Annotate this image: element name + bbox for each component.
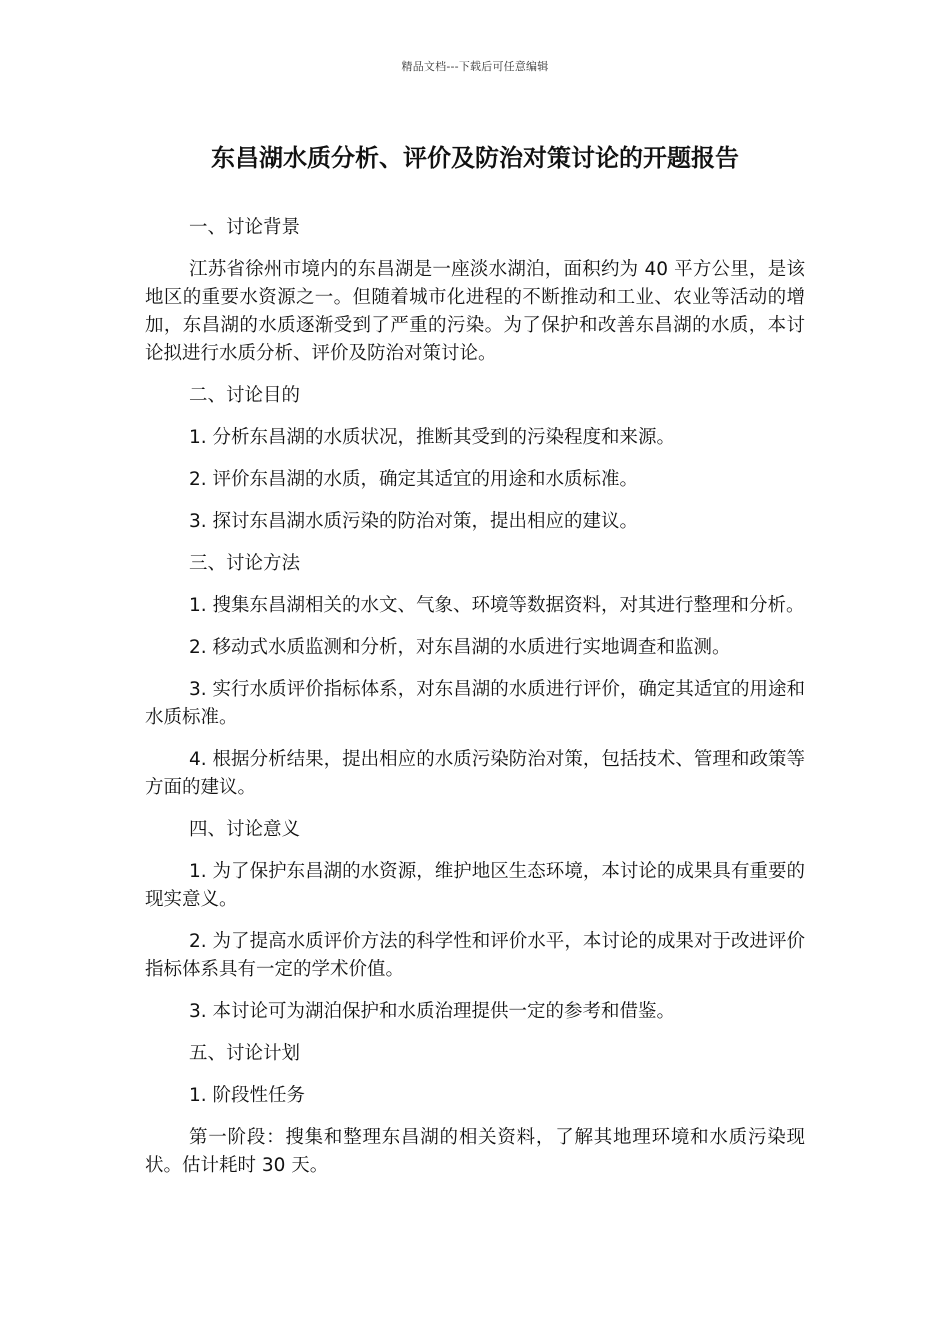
document-title: 东昌湖水质分析、评价及防治对策讨论的开题报告 xyxy=(211,144,739,172)
section-heading-plan: 五、讨论计划 xyxy=(189,1043,301,1064)
plan-item-1: 1. 阶段性任务 xyxy=(189,1085,306,1106)
paragraph-background: 江苏省徐州市境内的东昌湖是一座淡水湖泊，面积约为 40 平方公里，是该地区的重要水资源之一。但随着城市化进程的不断推动和工业、农业等活动的增加，东昌湖的水质逐渐受到了严重的污染。为了保护和改善东昌湖的水质，本讨论拟进行水质分析、评价及防治对策讨论。 xyxy=(145,259,805,364)
method-item-4: 4. 根据分析结果，提出相应的水质污染防治对策，包括技术、管理和政策等方面的建议。 xyxy=(145,749,805,798)
section-heading-significance: 四、讨论意义 xyxy=(189,819,301,840)
section-heading-methods: 三、讨论方法 xyxy=(189,553,301,574)
method-item-1: 1. 搜集东昌湖相关的水文、气象、环境等数据资料，对其进行整理和分析。 xyxy=(189,595,805,616)
document-body xyxy=(145,214,805,1194)
purpose-item-3: 3. 探讨东昌湖水质污染的防治对策，提出相应的建议。 xyxy=(189,511,639,532)
method-item-3: 3. 实行水质评价指标体系，对东昌湖的水质进行评价，确定其适宜的用途和水质标准。 xyxy=(145,679,805,728)
method-item-2: 2. 移动式水质监测和分析，对东昌湖的水质进行实地调查和监测。 xyxy=(189,637,731,658)
header-note: 精品文档---下载后可任意编辑 xyxy=(401,60,549,73)
purpose-item-1: 1. 分析东昌湖的水质状况，推断其受到的污染程度和来源。 xyxy=(189,427,676,448)
section-heading-purpose: 二、讨论目的 xyxy=(189,385,301,406)
plan-stage-1: 第一阶段：搜集和整理东昌湖的相关资料，了解其地理环境和水质污染现状。估计耗时 30 天。 xyxy=(145,1127,805,1176)
section-heading-background: 一、讨论背景 xyxy=(189,217,301,238)
significance-item-3: 3. 本讨论可为湖泊保护和水质治理提供一定的参考和借鉴。 xyxy=(189,1001,676,1022)
significance-item-1: 1. 为了保护东昌湖的水资源，维护地区生态环境，本讨论的成果具有重要的现实意义。 xyxy=(145,861,805,910)
purpose-item-2: 2. 评价东昌湖的水质，确定其适宜的用途和水质标准。 xyxy=(189,469,639,490)
significance-item-2: 2. 为了提高水质评价方法的科学性和评价水平，本讨论的成果对于改进评价指标体系具有一定的学术价值。 xyxy=(145,931,805,980)
